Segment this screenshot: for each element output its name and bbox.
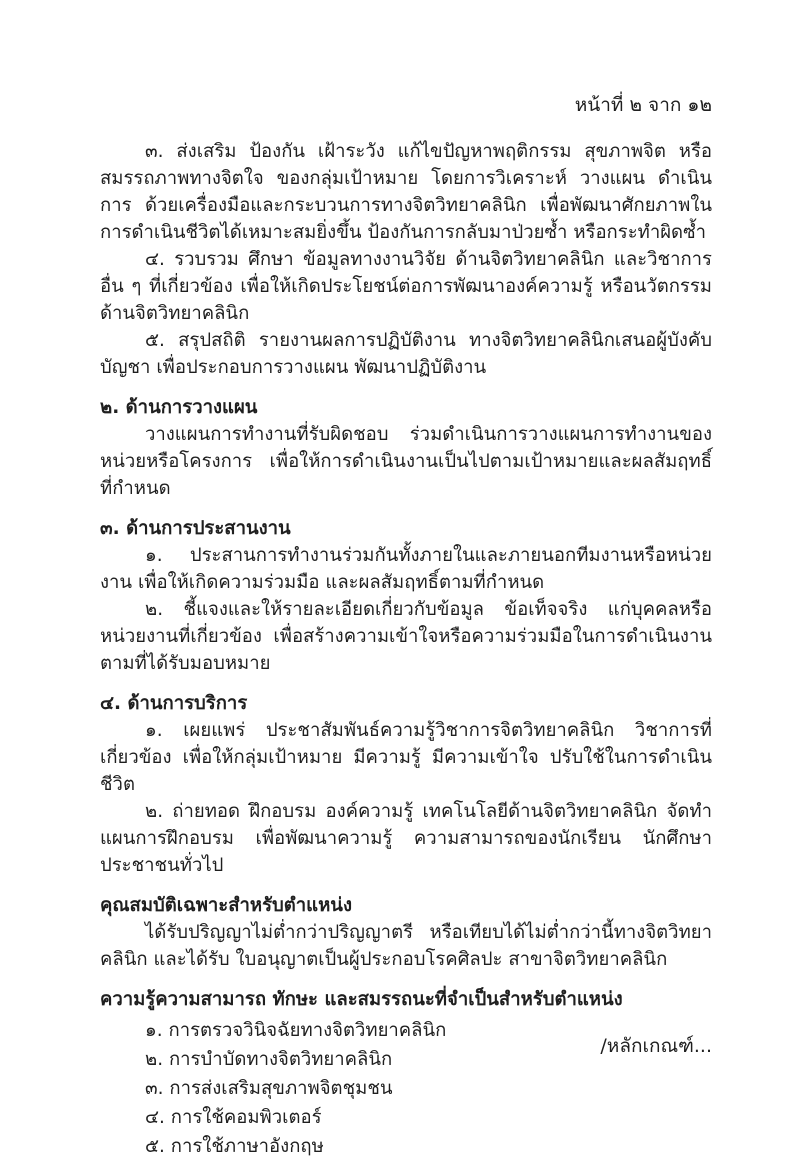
competency-item-5: ๕. การใช้ภาษาอังกฤษ [145,1136,324,1157]
section-heading-competencies: ความรู้ความสามารถ ทักษะ และสมรรถนะที่จำเป็นสำหรับตำแหน่ง [100,989,623,1010]
duty-item-4: ๔. รวบรวม ศึกษา ข้อมูลทางงานวิจัย ด้านจิตวิทยาคลินิก และวิชาการอื่น ๆ ที่เกี่ยวข้อง เพื่อให้เกิดประโยชน์ต่อการพัฒนาองค์ความรู้ หรือนวัตกรรมด้านจิตวิทยาคลินิก [100,249,712,324]
duty-item-3: ๓. ส่งเสริม ป้องกัน เฝ้าระวัง แก้ไขปัญหาพฤติกรรม สุขภาพจิต หรือสมรรถภาพทางจิตใจ ของกลุ่มเป้าหมาย โดยการวิเคราะห์ วางแผน ดำเนินการ ด้วยเครื่องมือและกระบวนการทางจิตวิทยาคลินิก เพื่อพัฒนาศักยภาพในการดำเนินชีวิตได้เหมาะสมยิ่งขึ้น ป้องกันการกลับมาป่วยซ้ำ หรือกระทำผิดซ้ำ [100,141,712,243]
page-number-label: หน้าที่ ๒ จาก ๑๒ [574,94,712,116]
planning-paragraph: วางแผนการทำงานที่รับผิดชอบ ร่วมดำเนินการวางแผนการทำงานของหน่วยหรือโครงการ เพื่อให้การดำเนินงานเป็นไปตามเป้าหมายและผลสัมฤทธิ์ที่กำหนด [100,424,712,499]
competency-item-4: ๔. การใช้คอมพิวเตอร์ [145,1107,322,1128]
duty-item-5: ๕. สรุปสถิติ รายงานผลการปฏิบัติงาน ทางจิตวิทยาคลินิกเสนอผู้บังคับบัญชา เพื่อประกอบการวางแผน พัฒนาปฏิบัติงาน [100,330,712,378]
coordination-item-1: ๑. ประสานการทำงานร่วมกันทั้งภายในและภายนอกทีมงานหรือหน่วยงาน เพื่อให้เกิดความร่วมมือ และผลสัมฤทธิ์ตามที่กำหนด [100,545,712,593]
continuation-mark: /หลักเกณฑ์... [600,1035,712,1057]
competency-item-3: ๓. การส่งเสริมสุขภาพจิตชุมชน [145,1078,393,1099]
document-content [100,138,712,1161]
section-heading-coordination: ๓. ด้านการประสานงาน [100,518,291,539]
competency-item-1: ๑. การตรวจวินิจฉัยทางจิตวิทยาคลินิก [145,1020,447,1041]
section-heading-planning: ๒. ด้านการวางแผน [100,397,258,418]
competency-item-2: ๒. การบำบัดทางจิตวิทยาคลินิก [145,1049,393,1070]
qualifications-paragraph: ได้รับปริญญาไม่ต่ำกว่าปริญญาตรี หรือเทียบได้ไม่ต่ำกว่านี้ทางจิตวิทยาคลินิก และได้รับ ใบอนุญาตเป็นผู้ประกอบโรคศิลปะ สาขาจิตวิทยาคลินิก [100,922,712,970]
section-heading-qualifications: คุณสมบัติเฉพาะสำหรับตำแหน่ง [100,895,352,916]
section-heading-service: ๔. ด้านการบริการ [100,693,248,714]
service-item-2: ๒. ถ่ายทอด ฝึกอบรม องค์ความรู้ เทคโนโลยีด้านจิตวิทยาคลินิก จัดทำแผนการฝึกอบรม เพื่อพัฒนาความรู้ ความสามารถของนักเรียน นักศึกษา ประชาชนทั่วไป [100,801,712,876]
service-item-1: ๑. เผยแพร่ ประชาสัมพันธ์ความรู้วิชาการจิตวิทยาคลินิก วิชาการที่เกี่ยวข้อง เพื่อให้กลุ่มเป้าหมาย มีความรู้ มีความเข้าใจ ปรับใช้ในการดำเนินชีวิต [100,720,712,795]
coordination-item-2: ๒. ชี้แจงและให้รายละเอียดเกี่ยวกับข้อมูล ข้อเท็จจริง แก่บุคคลหรือหน่วยงานที่เกี่ยวข้อง เพื่อสร้างความเข้าใจหรือความร่วมมือในการดำเนินงานตามที่ได้รับมอบหมาย [100,599,712,674]
